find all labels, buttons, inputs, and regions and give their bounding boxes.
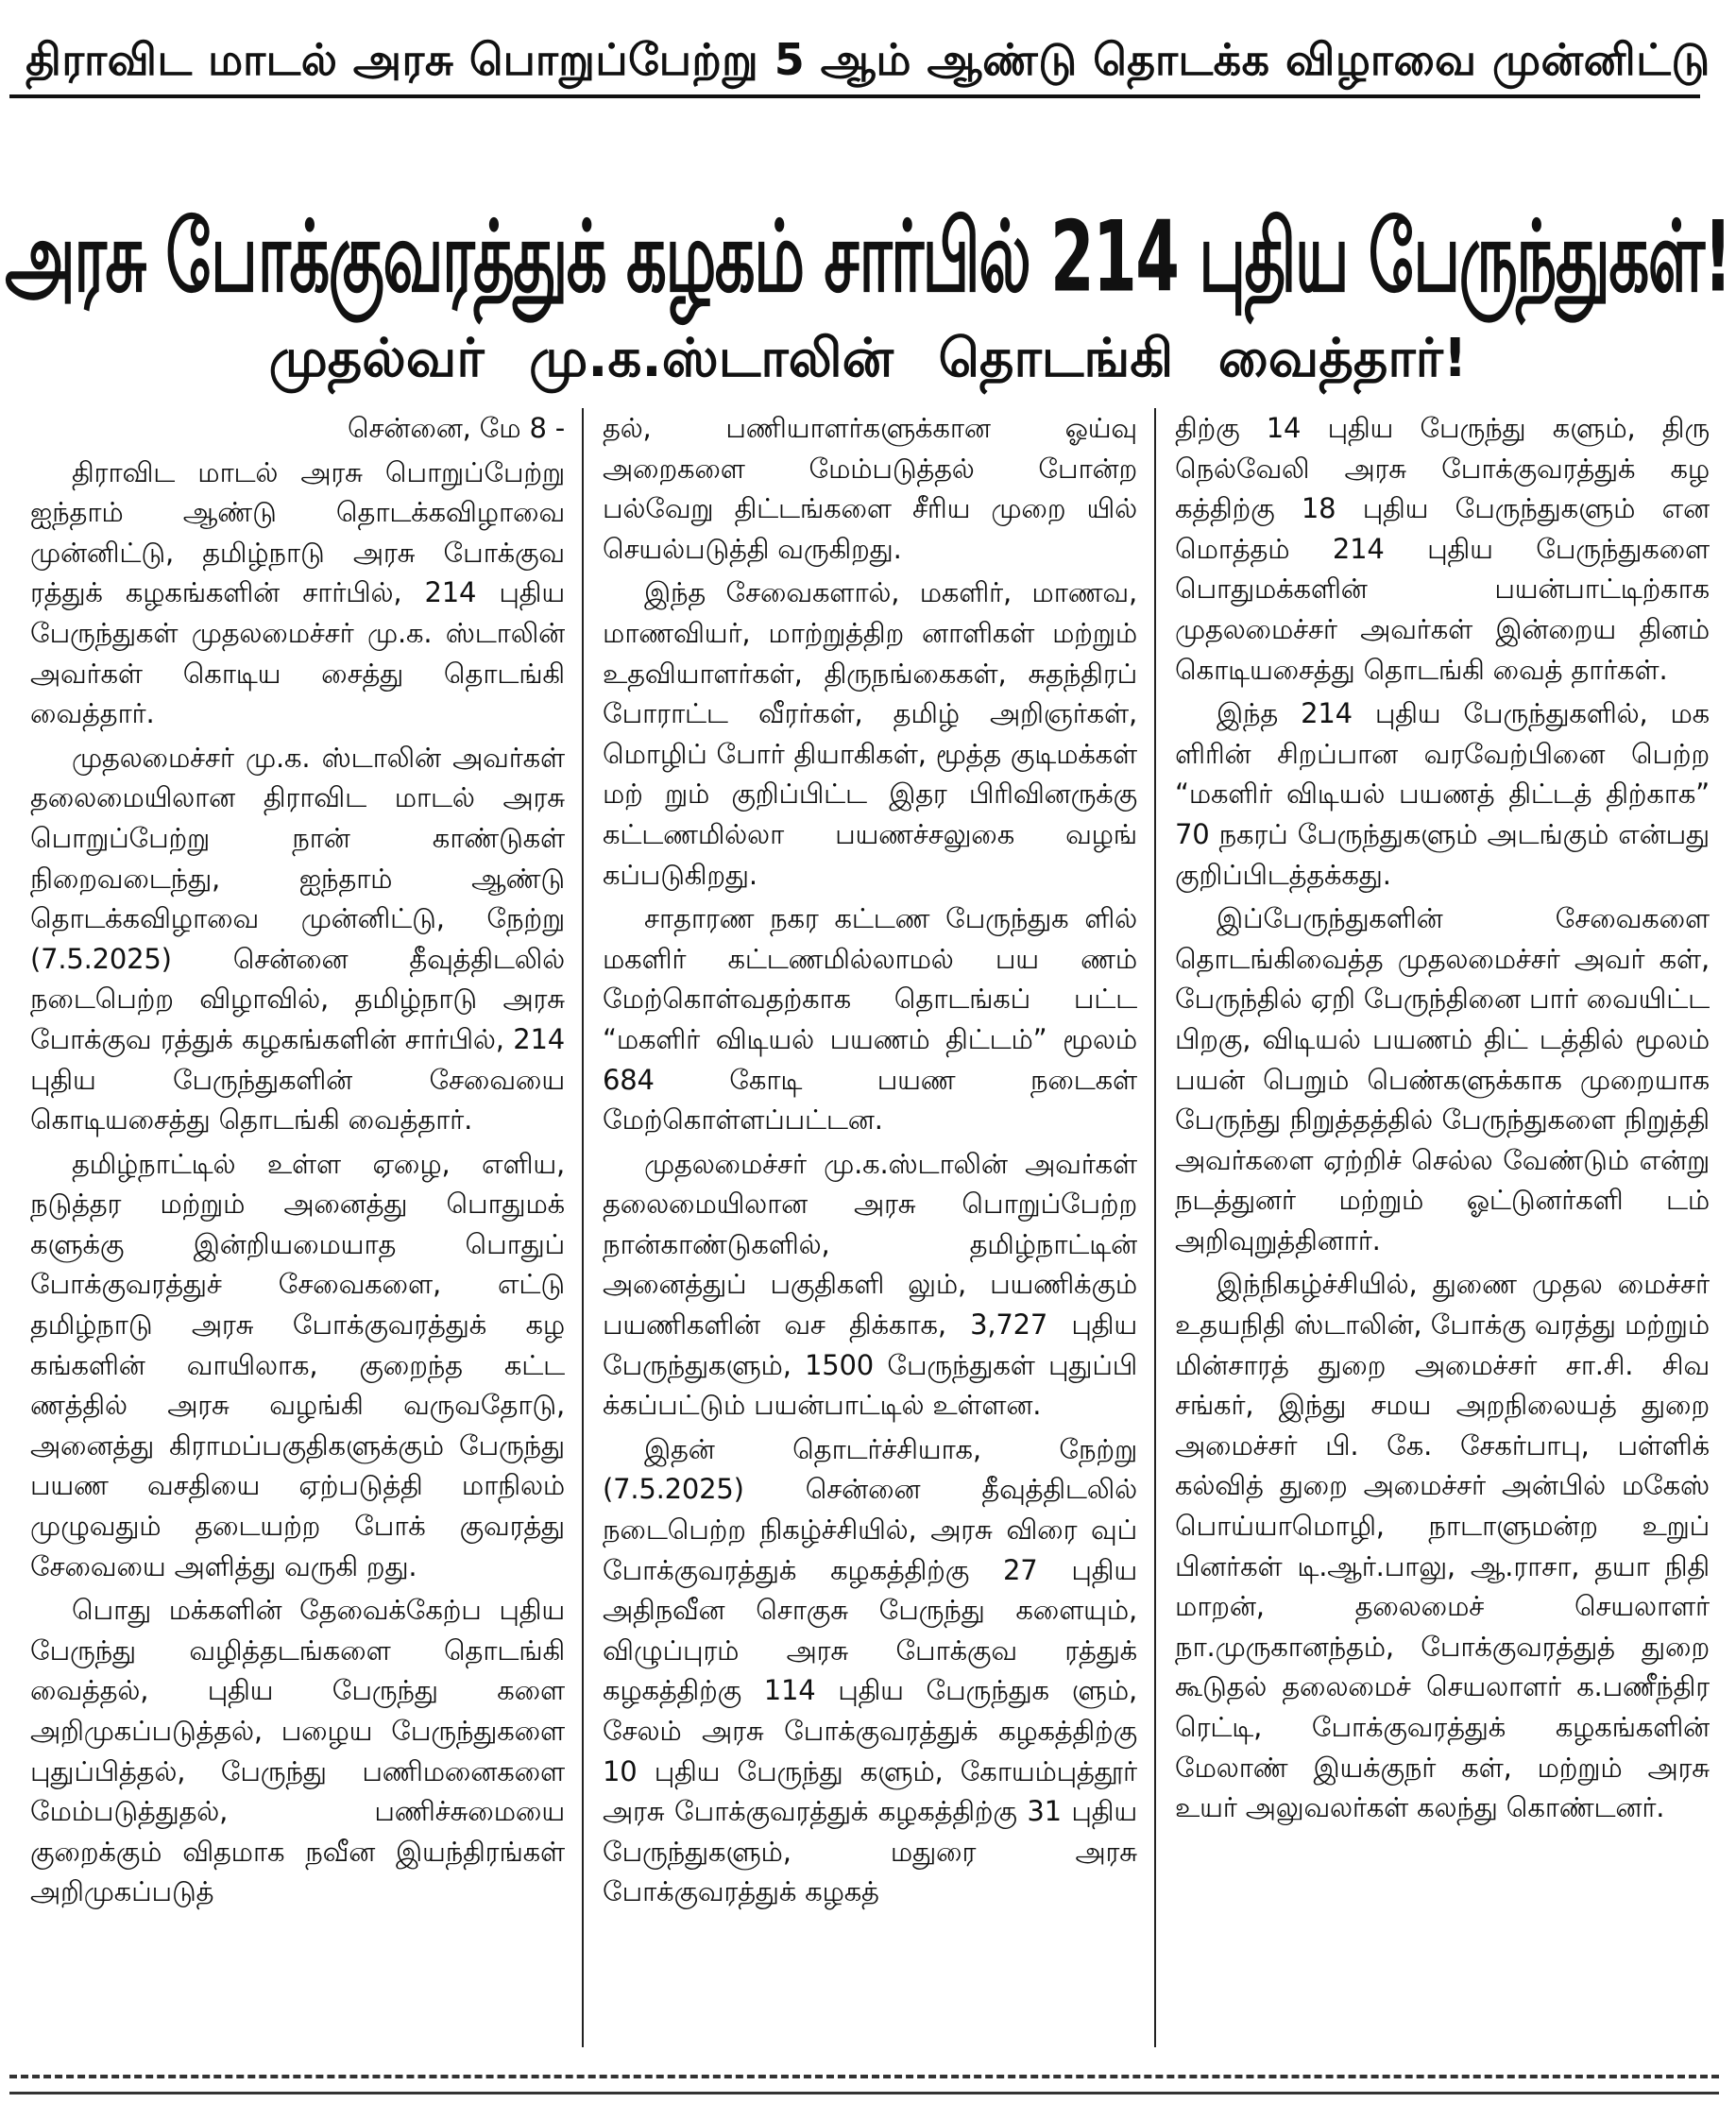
article-paragraph: முதலமைச்சர் மு.க.ஸ்டாலின் அவர்கள் தலைமையிலான அரசு பொறுப்பேற்ற நான்காண்டுகளில், தமிழ்நாட்டின் அனைத்துப் பகுதிகளி லும், பயணிக்கும் பயணிகளின் வச திக்காக, 3,727 புதிய பேருந்துகளும், 1500 பேருந்துகள் புதுப்பி க்கப்பட்டும் பயன்பாட்டில் உள்ளன.	[603, 1147, 1137, 1422]
kicker-title: திராவிட மாடல் அரசு பொறுப்பேற்று 5 ஆம் ஆண்டு தொடக்க விழாவை முன்னிட்டு	[26, 34, 1710, 85]
bottom-dashed-rule	[9, 2075, 1719, 2082]
bottom-rule	[9, 2092, 1719, 2094]
article-paragraph: திராவிட மாடல் அரசு பொறுப்பேற்று ஐந்தாம் ஆண்டு தொடக்கவிழாவை முன்னிட்டு, தமிழ்நாடு அரசு போக்குவ ரத்துக் கழகங்களின் சார்பில், 214 புதிய பேருந்துகள் முதலமைச்சர் மு.க. ஸ்டாலின் அவர்கள் கொடிய சைத்து தொடங்கி வைத்தார்.	[30, 455, 565, 730]
article-paragraph: இதன் தொடர்ச்சியாக, நேற்று (7.5.2025) சென்னை தீவுத்திடலில் நடைபெற்ற நிகழ்ச்சியில், அரசு விரை வுப் போக்குவரத்துக் கழகத்திற்கு 27 புதிய அதிநவீன சொகுசு பேருந்து களையும், விழுப்புரம் அரசு போக்குவ ரத்துக் கழகத்திற்கு 114 புதிய பேருந்துக ளும், சேலம் அரசு போக்குவரத்துக் கழகத்திற்கு 10 புதிய பேருந்து களும், கோயம்புத்தூர் அரசு போக்குவரத்துக் கழகத்திற்கு 31 புதிய பேருந்துகளும், மதுரை அரசு போக்குவரத்துக் கழகத்	[603, 1432, 1137, 1908]
article-paragraph: முதலமைச்சர் மு.க. ஸ்டாலின் அவர்கள் தலைமையிலான திராவிட மாடல் அரசு பொறுப்பேற்று நான் காண்டுகள் நிறைவடைந்து, ஐந்தாம் ஆண்டு தொடக்கவிழாவை முன்னிட்டு, நேற்று (7.5.2025) சென்னை தீவுத்திடலில் நடைபெற்ற விழாவில், தமிழ்நாடு அரசு போக்குவ ரத்துக் கழகங்களின் சார்பில், 214 புதிய பேருந்துகளின் சேவையை கொடியசைத்து தொடங்கி வைத்தார்.	[30, 741, 565, 1137]
article-paragraph: இப்பேருந்துகளின் சேவைகளை தொடங்கிவைத்த முதலமைச்சர் அவர் கள், பேருந்தில் ஏறி பேருந்தினை பார் வையிட்ட பிறகு, விடியல் பயணம் திட் டத்தில் மூலம் பயன் பெறும் பெண்களுக்காக முறையாக பேருந்து நிறுத்தத்தில் பேருந்துகளை நிறுத்தி அவர்களை ஏற்றிச் செல்ல வேண்டும் என்று நடத்துனர் மற்றும் ஓட்டுனர்களி டம் அறிவுறுத்தினார்.	[1175, 902, 1710, 1257]
article-body	[30, 408, 1736, 2043]
article-paragraph: இந்த 214 புதிய பேருந்துகளில், மக ளிரின் சிறப்பான வரவேற்பினை பெற்ற “மகளிர் விடியல் பயணத் திட்டத் திற்காக” 70 நகரப் பேருந்துகளும் அடங்கும் என்பது குறிப்பிடத்தக்கது.	[1175, 697, 1710, 891]
dateline: சென்னை, மே 8 -	[347, 412, 565, 444]
headline: அரசு போக்குவரத்துக் கழகம் சார்பில் 214 புதிய பேருந்துகள்!	[5, 199, 1731, 315]
article-paragraph: சாதாரண நகர கட்டண பேருந்துக ளில் மகளிர் கட்டணமில்லாமல் பய ணம் மேற்கொள்வதற்காக தொடங்கப் பட்ட “மகளிர் விடியல் பயணம் திட்டம்” மூலம் 684 கோடி பயண நடைகள் மேற்கொள்ளப்பட்டன.	[603, 902, 1137, 1137]
subheadline: முதல்வர் மு.க.ஸ்டாலின் தொடங்கி வைத்தார்!	[268, 328, 1468, 389]
article-column-3	[1175, 408, 1710, 2043]
article-column-1	[30, 408, 565, 2043]
article-paragraph: திற்கு 14 புதிய பேருந்து களும், திரு நெல்வேலி அரசு போக்குவரத்துக் கழ கத்திற்கு 18 புதிய பேருந்துகளும் என மொத்தம் 214 புதிய பேருந்துகளை பொதுமக்களின் பயன்பாட்டிற்காக முதலமைச்சர் அவர்கள் இன்றைய தினம் கொடியசைத்து தொடங்கி வைத் தார்கள்.	[1175, 412, 1710, 686]
article-paragraph: தல், பணியாளர்களுக்கான ஓய்வு அறைகளை மேம்படுத்தல் போன்ற பல்வேறு திட்டங்களை சீரிய முறை யில் செயல்படுத்தி வருகிறது.	[603, 412, 1137, 565]
article-column-2	[603, 408, 1137, 2043]
article-paragraph: பொது மக்களின் தேவைக்கேற்ப புதிய பேருந்து வழித்தடங்களை தொடங்கி வைத்தல், புதிய பேருந்து களை அறிமுகப்படுத்தல், பழைய பேருந்துகளை புதுப்பித்தல், பேருந்து பணிமனைகளை மேம்படுத்துதல், பணிச்சுமையை குறைக்கும் விதமாக நவீன இயந்திரங்கள் அறிமுகப்படுத்	[30, 1594, 565, 1908]
article-paragraph: இந்நிகழ்ச்சியில், துணை முதல மைச்சர் உதயநிதி ஸ்டாலின், போக்கு வரத்து மற்றும் மின்சாரத் துறை அமைச்சர் சா.சி. சிவ சங்கர், இந்து சமய அறநிலையத் துறை அமைச்சர் பி. கே. சேகர்பாபு, பள்ளிக் கல்வித் துறை அமைச்சர் அன்பில் மகேஸ் பொய்யாமொழி, நாடாளுமன்ற உறுப் பினர்கள் டி.ஆர்.பாலு, ஆ.ராசா, தயா நிதி மாறன், தலைமைச் செயலாளர் நா.முருகானந்தம், போக்குவரத்துத் துறை கூடுதல் தலைமைச் செயலாளர் க.பணீந்திர ரெட்டி, போக்குவரத்துக் கழகங்களின் மேலாண் இயக்குநர் கள், மற்றும் அரசு உயர் அலுவலர்கள் கலந்து கொண்டனர்.	[1175, 1268, 1710, 1824]
kicker-underline	[9, 94, 1700, 98]
article-paragraph: இந்த சேவைகளால், மகளிர், மாணவ, மாணவியர், மாற்றுத்திற னாளிகள் மற்றும் உதவியாளர்கள், திருநங்கைகள், சுதந்திரப் போராட்ட வீரர்கள், தமிழ் அறிஞர்கள், மொழிப் போர் தியாகிகள், மூத்த குடிமக்கள் மற் றும் குறிப்பிட்ட இதர பிரிவினருக்கு கட்டணமில்லா பயணச்சலுகை வழங் கப்படுகிறது.	[603, 576, 1137, 891]
article-paragraph: தமிழ்நாட்டில் உள்ள ஏழை, எளிய, நடுத்தர மற்றும் அனைத்து பொதுமக் களுக்கு இன்றியமையாத பொதுப் போக்குவரத்துச் சேவைகளை, எட்டு தமிழ்நாடு அரசு போக்குவரத்துக் கழ கங்களின் வாயிலாக, குறைந்த கட்ட ணத்தில் அரசு வழங்கி வருவதோடு, அனைத்து கிராமப்பகுதிகளுக்கும் பேருந்து பயண வசதியை ஏற்படுத்தி மாநிலம் முழுவதும் தடையற்ற போக் குவரத்து சேவையை அளித்து வருகி றது.	[30, 1147, 565, 1582]
